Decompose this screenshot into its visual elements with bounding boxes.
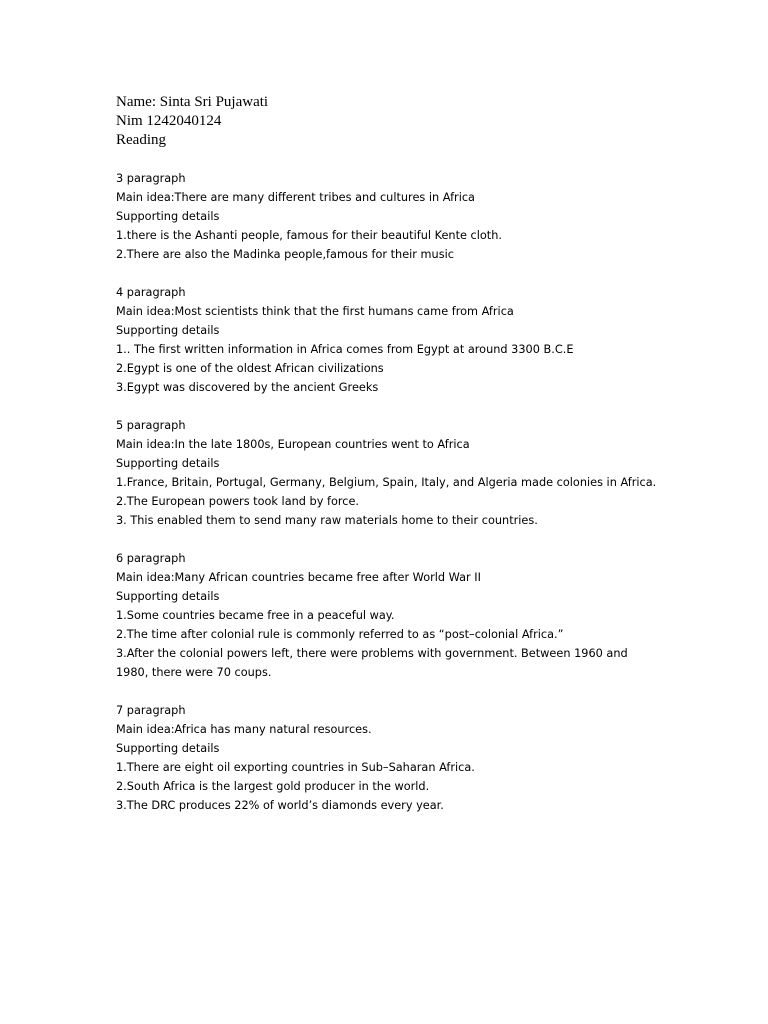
student-nim: Nim 1242040124 bbox=[116, 113, 222, 129]
paragraph-section-3 bbox=[116, 169, 676, 264]
supporting-details-label: Supporting details bbox=[116, 457, 220, 470]
section-title: 3 paragraph bbox=[116, 172, 186, 185]
main-idea: Main idea:There are many different tribes and cultures in Africa bbox=[116, 191, 475, 204]
supporting-detail: 3.Egypt was discovered by the ancient Greeks bbox=[116, 381, 379, 394]
supporting-detail: 3.The DRC produces 22% of world’s diamonds every year. bbox=[116, 799, 444, 812]
paragraph-section-6 bbox=[116, 549, 676, 682]
subject-title: Reading bbox=[116, 132, 166, 148]
supporting-detail: 3.After the colonial powers left, there were problems with government. Between 1960 and 1980, there were 70 coups. bbox=[116, 647, 628, 679]
supporting-detail: 3. This enabled them to send many raw materials home to their countries. bbox=[116, 514, 538, 527]
supporting-details-label: Supporting details bbox=[116, 742, 220, 755]
supporting-detail: 2.Egypt is one of the oldest African civilizations bbox=[116, 362, 384, 375]
main-idea: Main idea:Africa has many natural resources. bbox=[116, 723, 372, 736]
supporting-details-label: Supporting details bbox=[116, 210, 220, 223]
section-title: 7 paragraph bbox=[116, 704, 186, 717]
document-header bbox=[116, 93, 676, 150]
section-title: 4 paragraph bbox=[116, 286, 186, 299]
paragraph-section-7 bbox=[116, 701, 676, 815]
student-name: Name: Sinta Sri Pujawati bbox=[116, 94, 269, 110]
main-idea: Main idea:Most scientists think that the first humans came from Africa bbox=[116, 305, 514, 318]
supporting-detail: 2.The European powers took land by force. bbox=[116, 495, 360, 508]
supporting-detail: 2.South Africa is the largest gold producer in the world. bbox=[116, 780, 430, 793]
paragraph-section-4 bbox=[116, 283, 676, 397]
supporting-detail: 1.There are eight oil exporting countries in Sub–Saharan Africa. bbox=[116, 761, 475, 774]
section-title: 6 paragraph bbox=[116, 552, 186, 565]
supporting-detail: 2.There are also the Madinka people,famous for their music bbox=[116, 248, 454, 261]
document-page bbox=[116, 93, 676, 834]
section-title: 5 paragraph bbox=[116, 419, 186, 432]
paragraph-section-5 bbox=[116, 416, 676, 530]
supporting-detail: 2.The time after colonial rule is commonly referred to as “post–colonial Africa.” bbox=[116, 628, 564, 641]
supporting-details-label: Supporting details bbox=[116, 324, 220, 337]
supporting-detail: 1.Some countries became free in a peaceful way. bbox=[116, 609, 395, 622]
supporting-detail: 1.France, Britain, Portugal, Germany, Belgium, Spain, Italy, and Algeria made colonies in Africa. bbox=[116, 476, 657, 489]
supporting-detail: 1.there is the Ashanti people, famous for their beautiful Kente cloth. bbox=[116, 229, 502, 242]
supporting-details-label: Supporting details bbox=[116, 590, 220, 603]
main-idea: Main idea:Many African countries became free after World War II bbox=[116, 571, 481, 584]
supporting-detail: 1.. The first written information in Africa comes from Egypt at around 3300 B.C.E bbox=[116, 343, 574, 356]
main-idea: Main idea:In the late 1800s, European countries went to Africa bbox=[116, 438, 470, 451]
